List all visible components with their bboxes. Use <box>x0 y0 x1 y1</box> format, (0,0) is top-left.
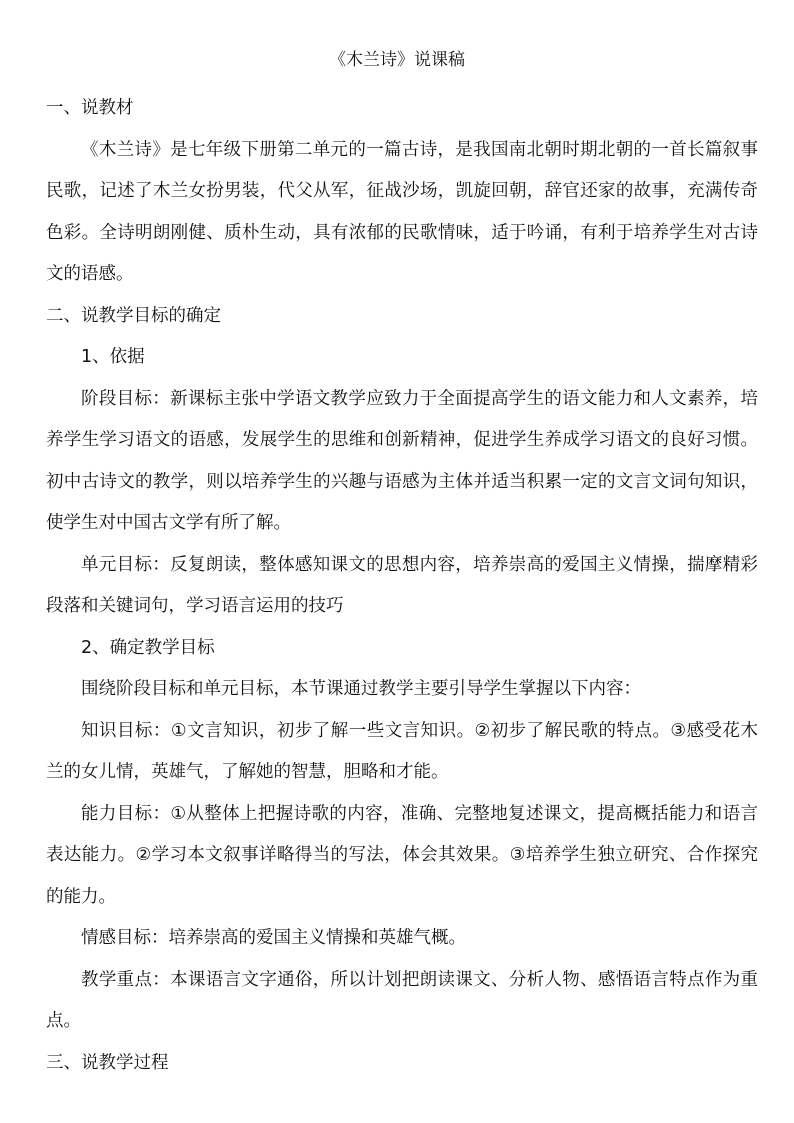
paragraph-teaching-focus: 教学重点：本课语言文字通俗，所以计划把朗读课文、分析人物、感悟语言特点作为重点。 <box>46 969 758 1031</box>
paragraph-knowledge-goal: 知识目标：①文言知识，初步了解一些文言知识。②初步了解民歌的特点。③感受花木兰的女儿情，英雄气，了解她的智慧，胆略和才能。 <box>46 720 758 782</box>
paragraph-emotion-goal: 情感目标：培养崇高的爱国主义情操和英雄气概。 <box>81 928 466 948</box>
subheading-define-goals: 2、确定教学目标 <box>81 637 215 658</box>
paragraph-textbook-intro: 《木兰诗》是七年级下册第二单元的一篇古诗，是我国南北朝时期北朝的一首长篇叙事民歌，记述了木兰女扮男装，代父从军，征战沙场，凯旋回朝，辞官还家的故事，充满传奇色彩。全诗明朗刚健、质朴生动，具有浓郁的民歌情味，适于吟诵，有利于培养学生对古诗文的语感。 <box>46 139 758 284</box>
paragraph-ability-goal: 能力目标：①从整体上把握诗歌的内容，准确、完整地复述课文，提高概括能力和语言表达能力。②学习本文叙事详略得当的写法，体会其效果。③培养学生独立研究、合作探究的能力。 <box>46 803 758 907</box>
document-body <box>46 88 758 1084</box>
subheading-basis: 1、依据 <box>81 347 145 367</box>
paragraph-around-goals: 围绕阶段目标和单元目标，本节课通过教学主要引导学生掌握以下内容： <box>81 679 641 699</box>
paragraph-unit-goal: 单元目标：反复朗读，整体感知课文的思想内容，培养崇高的爱国主义情操，揣摩精彩段落和关键词句，学习语言运用的技巧 <box>46 554 758 616</box>
section-heading-teaching-goals: 二、说教学目标的确定 <box>46 305 221 326</box>
paragraph-stage-goal: 阶段目标：新课标主张中学语文教学应致力于全面提高学生的语文能力和人文素养，培养学生学习语文的语感，发展学生的思维和创新精神，促进学生养成学习语文的良好习惯。初中古诗文的教学，则以培养学生的兴趣与语感为主体并适当积累一定的文言文词句知识，使学生对中国古文学有所了解。 <box>46 388 758 533</box>
document-title: 《木兰诗》说课稿 <box>329 50 465 70</box>
section-heading-teaching-process: 三、说教学过程 <box>46 1052 169 1073</box>
section-heading-textbook: 一、说教材 <box>46 98 134 118</box>
